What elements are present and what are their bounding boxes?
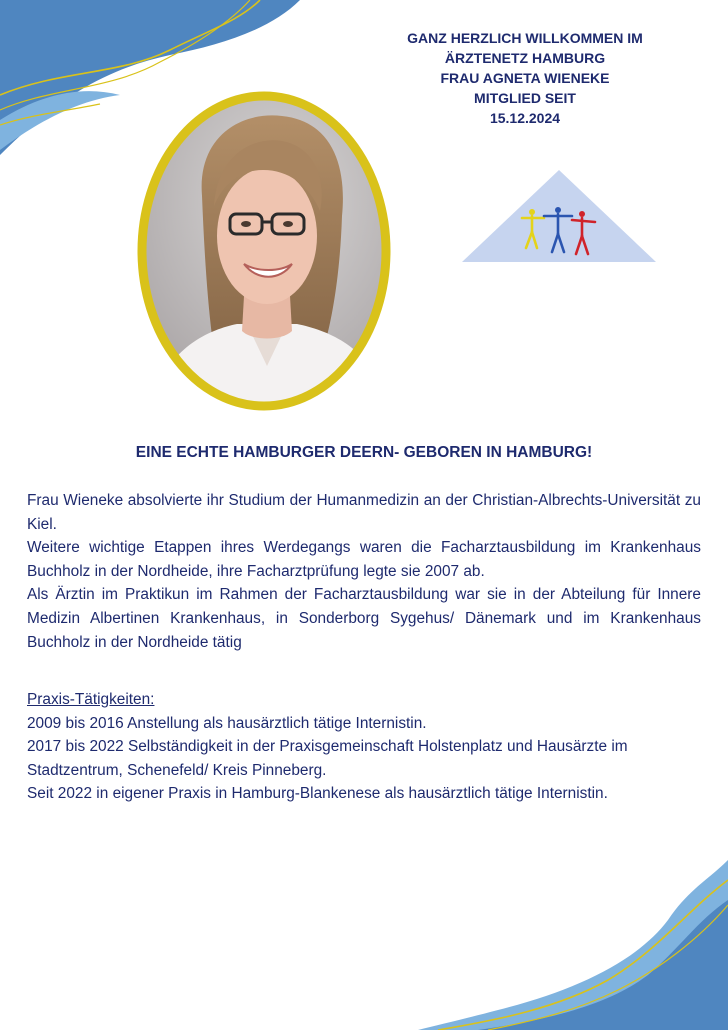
praxis-title: Praxis-Tätigkeiten: [27,691,155,708]
decorative-wave-bottom-right [418,860,728,1030]
bio-paragraph-1: Frau Wieneke absolvierte ihr Studium der Humanmedizin an der Christian-Albrechts-Universität zu Kiel. [27,492,701,533]
praxis-section [27,688,707,806]
praxis-item: Seit 2022 in eigener Praxis in Hamburg-Blankenese als hausärztlich tätige Internistin. [27,785,608,803]
header-line-1: GANZ HERZLICH WILLKOMMEN IM [407,30,643,46]
three-figures-logo [462,170,656,265]
praxis-item: 2017 bis 2022 Selbständigkeit in der Praxisgemeinschaft Holstenplatz und Hausärzte im Stadtzentrum, Schenefeld/ Kreis Pinneberg. [27,738,628,779]
header-line-4: MITGLIED SEIT [474,90,576,106]
bio-paragraph-2: Weitere wichtige Etappen ihres Werdegangs waren die Facharztausbildung im Krankenhaus Buchholz in der Nordheide, ihre Facharztprüfung legte sie 2007 ab. [27,539,701,580]
welcome-header [355,28,695,128]
headline: EINE ECHTE HAMBURGER DEERN- GEBOREN IN HAMBURG! [135,444,593,461]
biography [27,489,701,654]
bio-paragraph-3: Als Ärztin im Praktikun im Rahmen der Facharztausbildung war sie in der Abteilung für Innere Medizin Albertinen Krankenhaus, in Sonderborg Sygehus/ Dänemark und im Krankenhaus Buchholz in der Nordheide tätig [27,586,701,651]
praxis-item: 2009 bis 2016 Anstellung als hausärztlich tätige Internistin. [27,714,427,732]
header-line-3: FRAU AGNETA WIENEKE [440,70,610,86]
portrait-photo [132,86,396,416]
header-line-2: ÄRZTENETZ HAMBURG [444,50,606,66]
member-since-date: 15.12.2024 [489,110,561,126]
